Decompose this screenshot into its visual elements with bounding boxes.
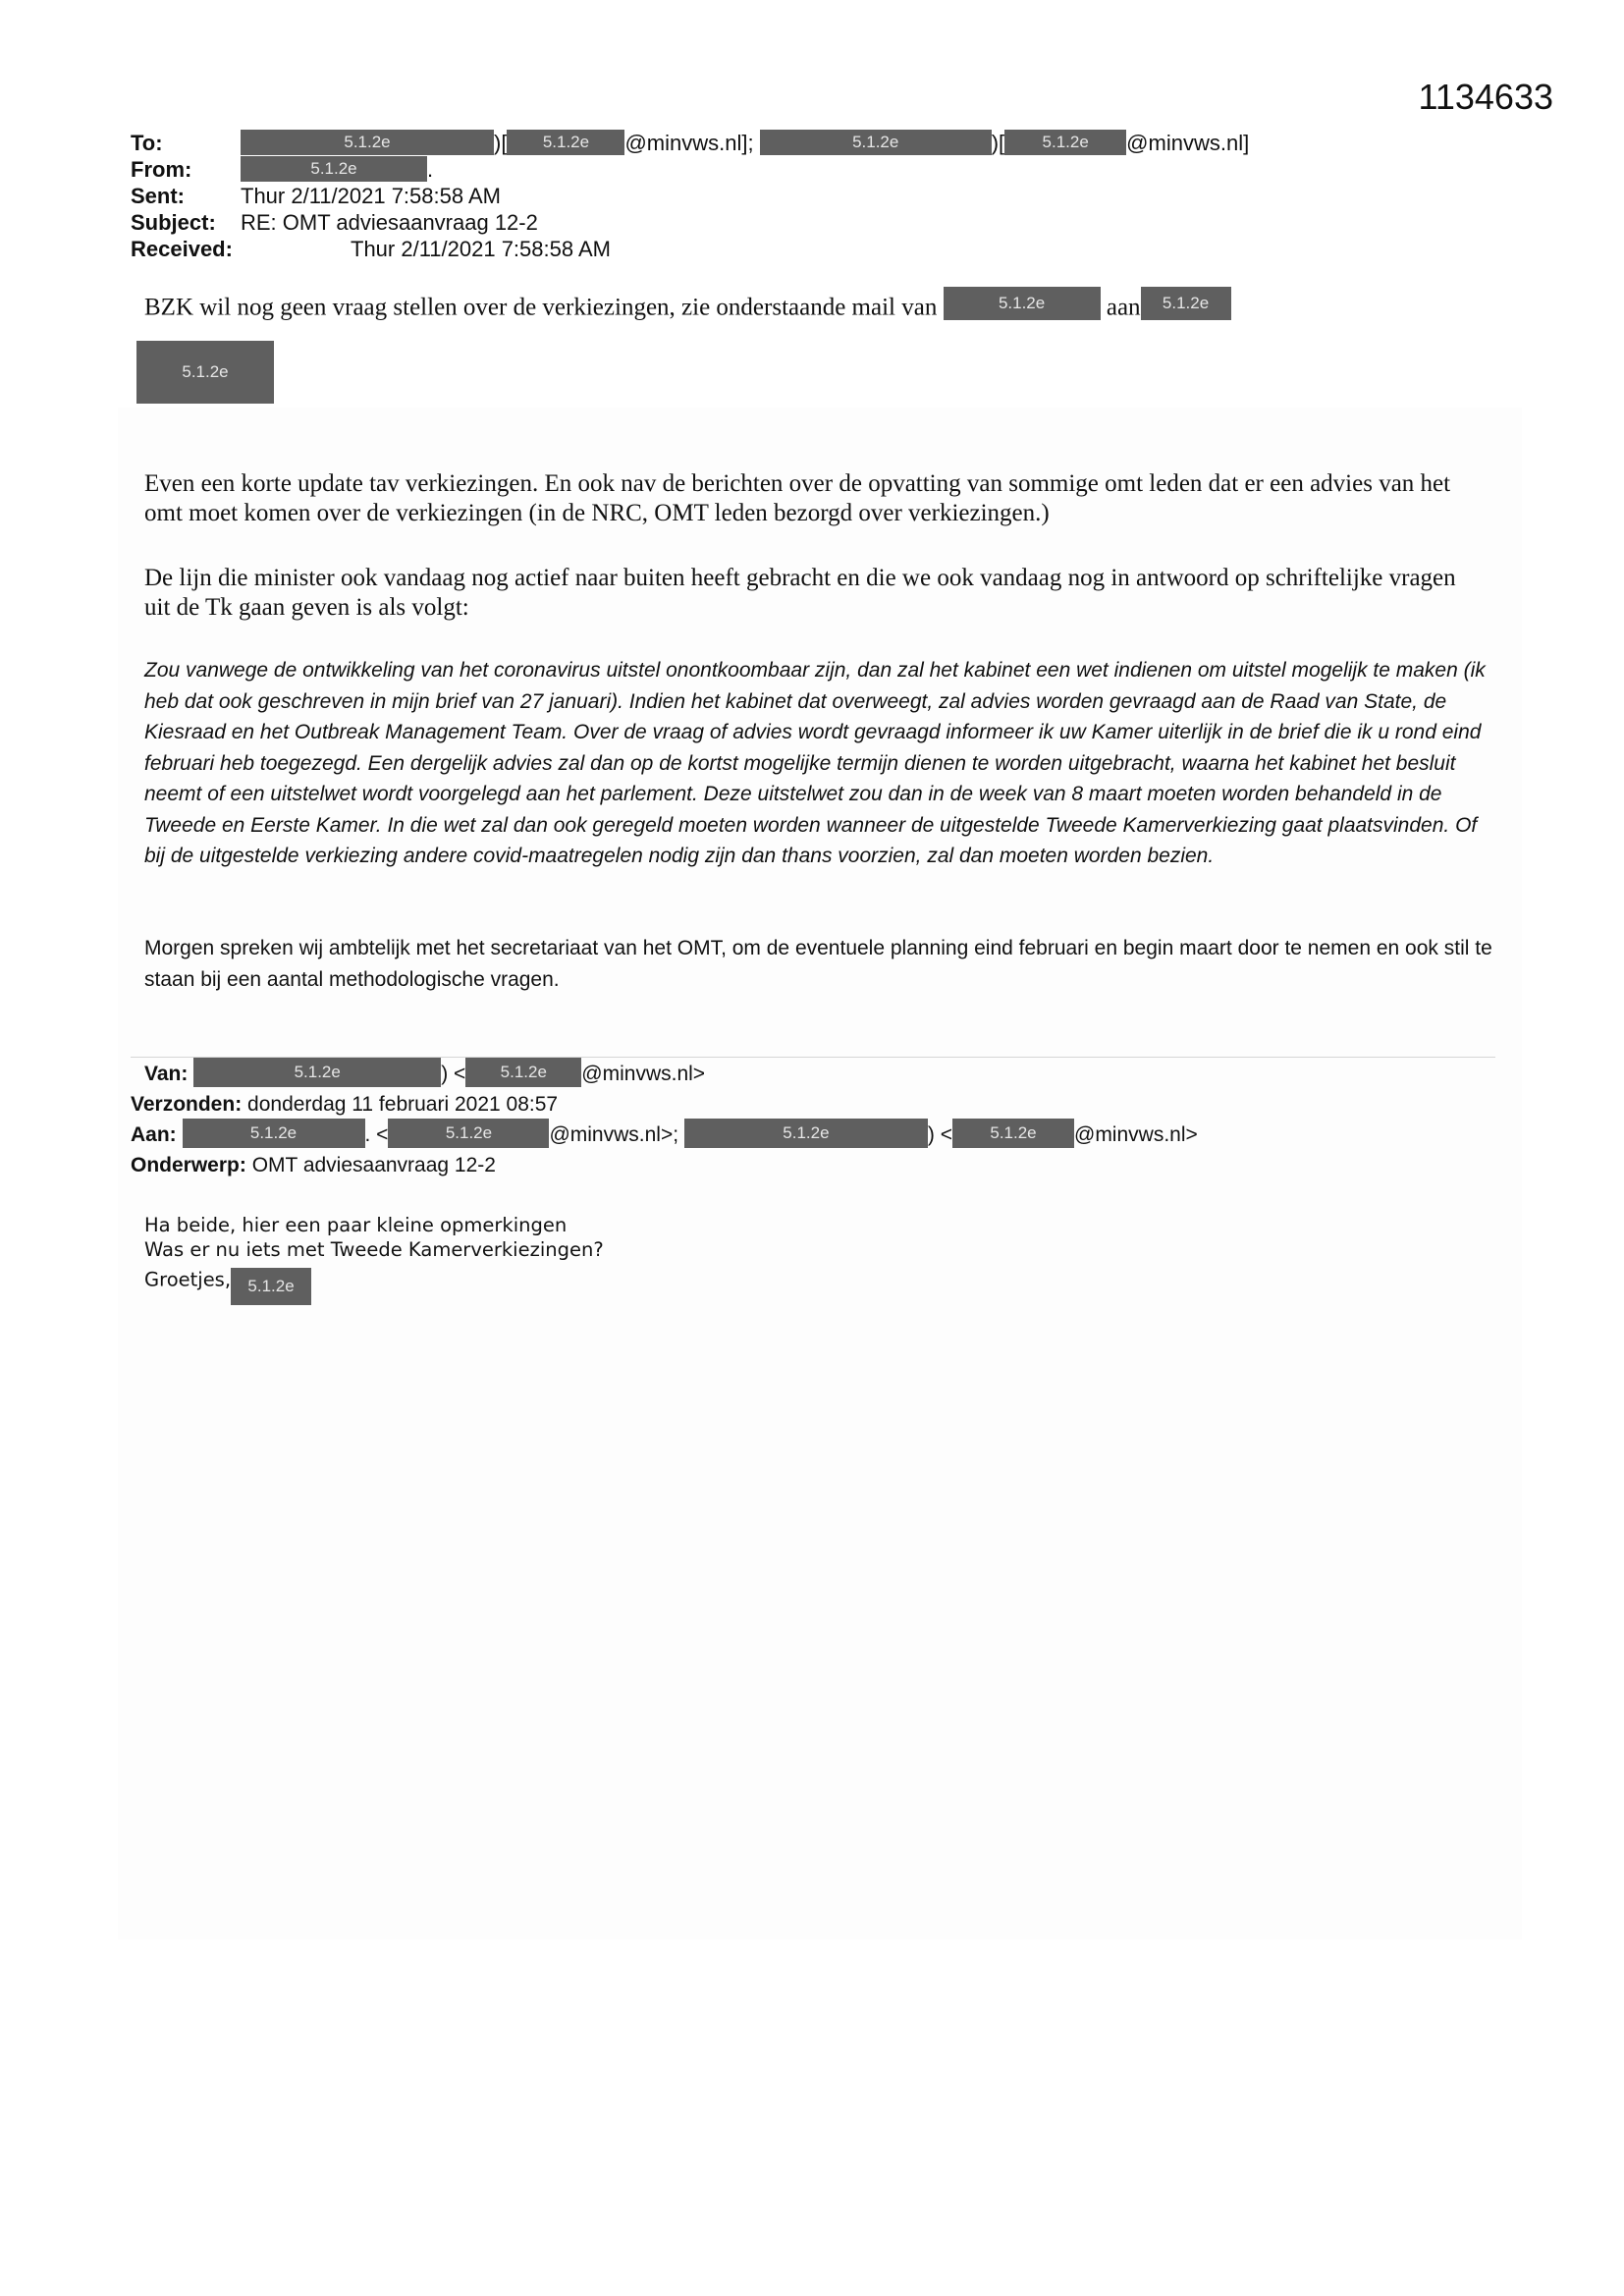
quoted-statement: Zou vanwege de ontwikkeling van het coronavirus uitstel onontkoombaar zijn, dan zal het kabinet een wet indienen om uitstel mogelijk te maken (ik heb dat ook geschreven in mijn brief van 27 januari). Indien het kabinet dat overweegt, zal advies worden gevraagd aan de Raad van State, de Kiesraad en het Outbreak Management Team. Over de vraag of advies wordt gevraagd informeer ik uw Kamer uiterlijk in de brief die ik u rond eind februari heb toegezegd. Een dergelijk advies zal dan op de kortst mogelijke termijn dienen te worden uitgebracht, waarna het kabinet het besluit neemt of een uitstelwet wordt voorgelegd aan het parlement. Deze uitstelwet zou dan in de week van 8 maart moeten worden behandeld in de Tweede en Eerste Kamer. In die wet zal dan ook geregeld moeten worden wanneer de uitgestelde Tweede Kamerverkiezing gaat plaatsvinden. Of bij de uitgestelde verkiezing andere covid-maatregelen nodig zijn dan thans voorzien, zal dan moeten worden bezien. xyxy=(144,659,1486,867)
to-row xyxy=(131,130,1249,157)
intro-aan: aan xyxy=(1106,294,1141,321)
signoff-text: Groetjes, xyxy=(144,1268,232,1291)
redaction-box: 5.1.2e xyxy=(388,1119,549,1148)
onderwerp-row xyxy=(131,1150,496,1180)
redaction-box: 5.1.2e xyxy=(465,1058,581,1087)
aan-email-domain: @minvws.nl>; xyxy=(549,1123,679,1146)
redaction-box: 5.1.2e xyxy=(231,1268,311,1305)
redaction-box: 5.1.2e xyxy=(1004,130,1126,155)
received-row xyxy=(131,236,611,262)
intro-text: BZK wil nog geen vraag stellen over de verkiezingen, zie onderstaande mail van xyxy=(144,294,938,321)
redaction-box: 5.1.2e xyxy=(952,1119,1074,1148)
paragraph-3: Morgen spreken wij ambtelijk met het secretariaat van het OMT, om de eventuele planning eind februari en begin maart door te nemen en ook stil te staan bij een aantal methodologische vragen. xyxy=(144,937,1492,991)
aan-separator: . < xyxy=(364,1123,389,1146)
van-email-domain: @minvws.nl> xyxy=(581,1063,706,1085)
to-email-domain: @minvws.nl]; xyxy=(624,131,754,155)
verzonden-value: donderdag 11 februari 2021 08:57 xyxy=(247,1093,559,1116)
redaction-box: 5.1.2e xyxy=(760,130,992,155)
redaction-box: 5.1.2e xyxy=(684,1119,928,1148)
redaction-box: 5.1.2e xyxy=(193,1058,441,1087)
message-line-2: Was er nu iets met Tweede Kamerverkiezingen? xyxy=(144,1238,604,1261)
redaction-box: 5.1.2e xyxy=(507,130,624,155)
aan-row xyxy=(131,1120,1198,1150)
to-label: To: xyxy=(131,131,163,155)
paragraph-2: De lijn die minister ook vandaag nog actief naar buiten heeft gebracht en die we ook vandaag nog in antwoord op schriftelijke vragen uit de Tk gaan geven is als volgt: xyxy=(144,565,1456,621)
redaction-box: 5.1.2e xyxy=(183,1119,365,1148)
subject-label: Subject: xyxy=(131,210,216,235)
onderwerp-value: OMT adviesaanvraag 12-2 xyxy=(251,1154,496,1176)
to-email-domain: @minvws.nl] xyxy=(1126,131,1250,155)
received-value: Thur 2/11/2021 7:58:58 AM xyxy=(351,237,611,261)
from-suffix: . xyxy=(427,157,434,182)
from-label: From: xyxy=(131,157,192,182)
message-signoff xyxy=(144,1262,311,1299)
message-line-1: Ha beide, hier een paar kleine opmerkingen xyxy=(144,1214,568,1236)
redaction-box: 5.1.2e xyxy=(136,341,274,404)
received-label: Received: xyxy=(131,237,233,261)
redaction-box: 5.1.2e xyxy=(241,130,494,155)
verzonden-row xyxy=(131,1089,558,1120)
van-row xyxy=(144,1059,705,1089)
redaction-box: 5.1.2e xyxy=(241,156,427,182)
verzonden-label: Verzonden: xyxy=(131,1093,243,1116)
subject-row xyxy=(131,209,538,236)
subject-value: RE: OMT adviesaanvraag 12-2 xyxy=(241,210,538,235)
onderwerp-label: Onderwerp: xyxy=(131,1154,246,1176)
aan-label: Aan: xyxy=(131,1123,177,1146)
sent-row xyxy=(131,183,501,209)
redaction-box: 5.1.2e xyxy=(1141,287,1231,320)
redaction-box: 5.1.2e xyxy=(944,287,1101,320)
from-row xyxy=(131,156,433,184)
aan-email-domain: @minvws.nl> xyxy=(1074,1123,1198,1146)
paragraph-1: Even een korte update tav verkiezingen. En ook nav de berichten over de opvatting van sommige omt leden dat er een advies van het omt moet komen over de verkiezingen (in de NRC, OMT leden bezorgd over verkiezingen.) xyxy=(144,470,1451,526)
to-separator: )[ xyxy=(494,131,508,155)
intro-line xyxy=(144,293,1480,326)
van-label: Van: xyxy=(144,1063,189,1085)
document-number: 1134633 xyxy=(1418,77,1553,117)
sent-value: Thur 2/11/2021 7:58:58 AM xyxy=(241,184,501,208)
sent-label: Sent: xyxy=(131,184,185,208)
aan-separator: ) < xyxy=(927,1123,952,1146)
van-separator: ) < xyxy=(441,1063,466,1085)
to-separator: )[ xyxy=(991,131,1005,155)
